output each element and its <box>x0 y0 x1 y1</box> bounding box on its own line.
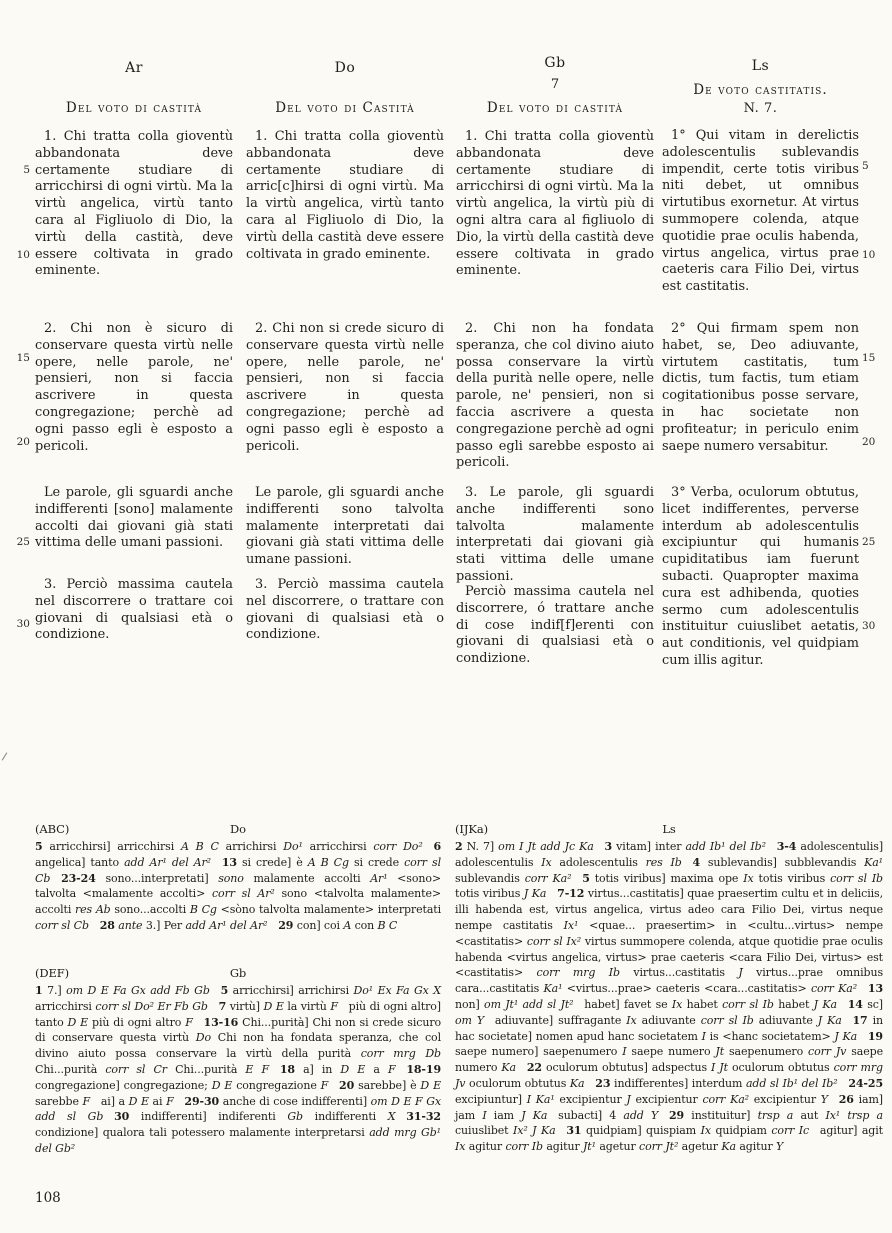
line-number-right: 30 <box>862 620 876 632</box>
paragraph: Le parole, gli sguardi anche indifferenti sono talvolta malamente interpretati dai giovani già stati vittima delle umane passioni. <box>246 485 444 568</box>
paragraph: 3. Perciò massima cautela nel discorrere o trattare coi giovani di qualsiasi età o condizione. <box>35 577 233 643</box>
line-number-left: 20 <box>16 436 30 448</box>
apparatus-witnesses: (IJKa) <box>455 822 488 836</box>
column-ls <box>662 0 859 770</box>
apparatus-entries: 5 arricchirsi] arricchirsi A B C arrichirsi Do¹ arricchirsi corr Do² 6 angelica] tanto add Ar¹ del Ar² 13 si crede] è A B Cg si crede corr sl Cb 23-24 sono...interpretati] sono malamente accolti Ar¹ <sono> talvolta <malamente accolti> corr sl Ar² sono <talvolta malamente> accolti res Ab sono...accolti B Cg <sòno talvolta malamente> interpretati corr sl Cb 28 ante 3.] Per add Ar¹ del Ar² 29 con] coi A con B C <box>35 840 442 932</box>
paragraph: 1. Chi tratta colla gioventù abbandonata deve certamente studiare di arricchirsi di ogni virtù. Ma la virtù angelica, la virtù più di ogni altra cara al figliuolo di Dio, la virtù della castità deve essere coltivata in grado eminente. <box>456 129 654 279</box>
apparatus-entries: 2 N. 7] om I Jt add Jc Ka 3 vitam] inter add Ib¹ del Ib² 3-4 adolescentulis] adolescentulis Ix adolescentulis res Ib 4 sublevandis] subblevandis Ka¹ sublevandis corr Ka² 5 totis viribus] maxima ope Ix totis viribus corr sl Ib totis viribus J Ka 7-12 virtus...castitatis] quae praesertim cultu et in deliciis, illi habenda est, virtus angelica, virtus adeo cara Filio Dei, virtus neque nempe castitatis Ix¹ <quae... praesertim> in <cultu...virtus> nempe <castitatis> corr sl Ix² virtus summopere colenda, atque quotidie prae oculis habenda <virtus angelica, virtus> prae caeteris <cara Filio Dei, virtus> est <castitatis> corr mrg Ib virtus...castitatis J virtus...prae omnibus cara...castitatis Ka¹ <virtus...prae> caeteris <cara...castitatis> corr Ka² 13 non] om Jt¹ add sl Jt² habet] favet se Ix habet corr sl Ib habet J Ka 14 sc] om Y adiuvante] suffragante Ix adiuvante corr sl Ib adiuvante J Ka 17 in hac societate] nomen apud hanc societatem I is <hanc societatem> J Ka 19 saepe numero] saepenumero I saepe numero Jt saepenumero corr Jv saepe numero Ka 22 oculorum obtutus] adspectus I Jt oculorum obtutus corr mrg Jv oculorum obtutus Ka 23 indifferentes] interdum add sl Ib¹ del Ib² 24-25 excipiuntur] I Ka¹ excipientur J excipientur corr Ka² excipientur Y 26 iam] jam I iam J Ka subacti] 4 add Y 29 instituitur] trsp a aut Ix¹ trsp a cuiuslibet Ix² J Ka 31 quidpiam] quispiam Ix quidpiam corr Ic agitur] agit Ix agitur corr Ib agitur Jt¹ agetur corr Jt² agetur Ka agitur Y <box>455 840 884 1154</box>
column-title: Del voto di castità <box>486 100 624 116</box>
line-number-left: 10 <box>16 249 30 261</box>
column-number: 7 <box>550 77 560 92</box>
line-number-left: 30 <box>16 618 30 630</box>
apparatus-block-abc <box>35 822 441 934</box>
paragraph: 1° Qui vitam in derelictis adolescentulis sublevandis impendit, certe totis viribus niti debet, ut omnibus virtutibus exornetur. At virtus summopere colenda, atque quotidie prae oculis habenda, virtus angelica, virtus prae caeteris cara Filio Dei, virtus est castitatis. <box>662 128 859 295</box>
apparatus-siglum: Gb <box>229 966 247 980</box>
paragraph: 3° Verba, oculorum obtutus, licet indifferentes, perverse interdum ab adolescentulis excipiuntur qui humanis cupiditatibus iam fuerunt subacti. Quapropter maxima cura est adhibenda, quoties sermo cum adolescentulis instituitur cuiuslibet aetatis, aut conditionis, vel quidpiam cum illis agitur. <box>662 485 859 668</box>
column-siglum: Ls <box>751 58 770 74</box>
column-ar <box>35 0 233 770</box>
apparatus-entries: 1 7.] om D E Fa Gx add Fb Gb 5 arricchirsi] arrichirsi Do¹ Ex Fa Gx X arricchirsi corr sl Do² Er Fb Gb 7 virtù] D E la virtù F più di ogni altro] tanto D E più di ogni altro F 13-16 Chi...purità] Chi non si crede sicuro di conservare questa virtù Do Chi non ha fondata speranza, che col divino aiuto possa conservare la virtù della purità corr mrg Db Chi...purità corr sl Cr Chi...purità E F 18 a] in D E a F 18-19 congregazione] congregazione; D E congregazione F 20 sarebbe] è D E sarebbe F ai] a D E ai F 29-30 anche di cose indifferenti] om D E F Gx add sl Gb 30 indifferenti] indiferenti Gb indifferenti X 31-32 condizione] qualora tali potessero malamente interpretarsi add mrg Gb¹ del Gb² <box>35 984 442 1155</box>
apparatus-block-ijka <box>455 822 883 1155</box>
paragraph: 2. Chi non è sicuro di conservare questa virtù nelle opere, nelle parole, ne' pensieri, non si faccia ascrivere in questa congregazione; perchè ad ogni passo egli è esposto a pericoli. <box>35 321 233 454</box>
paragraph: 1. Chi tratta colla gioventù abbandonata deve certamente studiare di arric[c]hirsi di ogni virtù. Ma la virtù angelica, virtù tanto cara al Figliuolo di Dio, la virtù della castità deve essere coltivata in grado eminente. <box>246 129 444 262</box>
line-number-left: 5 <box>23 164 30 176</box>
stray-ink-mark <box>2 752 8 760</box>
paragraph: 3. Perciò massima cautela nel discorrere, o trattare con giovani di qualsiasi età o condizione. <box>246 577 444 643</box>
column-title: De voto castitatis. <box>693 82 828 98</box>
column-siglum: Ar <box>125 60 143 76</box>
paragraph: 3. Le parole, gli sguardi anche indifferenti sono talvolta malamente interpretati dai giovani già stati vittima delle umane passioni. <box>456 485 654 584</box>
paragraph: Le parole, gli sguardi anche indifferenti [sono] malamente accolti dai giovani già stati vittima delle umani passioni. <box>35 485 233 551</box>
apparatus-witnesses: (ABC) <box>35 822 70 836</box>
column-siglum: Gb <box>544 55 566 71</box>
page-number: 108 <box>35 1190 61 1206</box>
apparatus-header <box>35 822 441 839</box>
line-number-right: 15 <box>862 352 876 364</box>
line-number-right: 5 <box>862 160 869 172</box>
apparatus-witnesses: (DEF) <box>35 966 70 980</box>
line-number-left: 15 <box>16 352 30 364</box>
paragraph: 2. Chi non si crede sicuro di conservare questa virtù nelle opere, nelle parole, ne' pensieri, non si faccia ascrivere in questa congregazione; perchè ad ogni passo egli è esposto a pericoli. <box>246 321 444 454</box>
apparatus-header <box>455 822 883 839</box>
line-number-right: 10 <box>862 249 876 261</box>
column-do <box>246 0 444 770</box>
column-subtitle: N. 7. <box>743 101 778 116</box>
paragraph: 2° Qui firmam spem non habet, se, Deo adiuvante, virtutem castitatis, tum dictis, tum factis, tum etiam cogitationibus posse servare, in hac societate non profiteatur; in periculo enim saepe numero versabitur. <box>662 321 859 454</box>
paragraph: 2. Chi non ha fondata speranza, che col divino aiuto possa conservare la virtù della purità nelle opere, nelle parole, ne' pensieri, non si faccia ascrivere a questa congregazione perchè ad ogni passo egli sarebbe esposto ai pericoli. <box>456 321 654 471</box>
apparatus-siglum: Ls <box>662 822 676 836</box>
line-number-right: 25 <box>862 536 876 548</box>
column-siglum: Do <box>334 60 356 76</box>
column-title: Del voto di Castità <box>275 100 415 116</box>
line-number-left: 25 <box>16 536 30 548</box>
column-title: Del voto di castità <box>65 100 203 116</box>
apparatus-header <box>35 966 441 983</box>
apparatus-siglum: Do <box>230 822 246 836</box>
apparatus-block-def <box>35 966 441 1157</box>
line-number-right: 20 <box>862 436 876 448</box>
paragraph: Perciò massima cautela nel discorrere, ó trattare anche di cose indif[f]erenti con giovani di qualsiasi età o condizione. <box>456 584 654 667</box>
paragraph: 1. Chi tratta colla gioventù abbandonata deve certamente studiare di arricchirsi di ogni virtù. Ma la virtù angelica, virtù tanto cara al Figliuolo di Dio, la virtù della castità, deve essere coltivata in grado eminente. <box>35 129 233 279</box>
column-gb <box>456 0 654 770</box>
